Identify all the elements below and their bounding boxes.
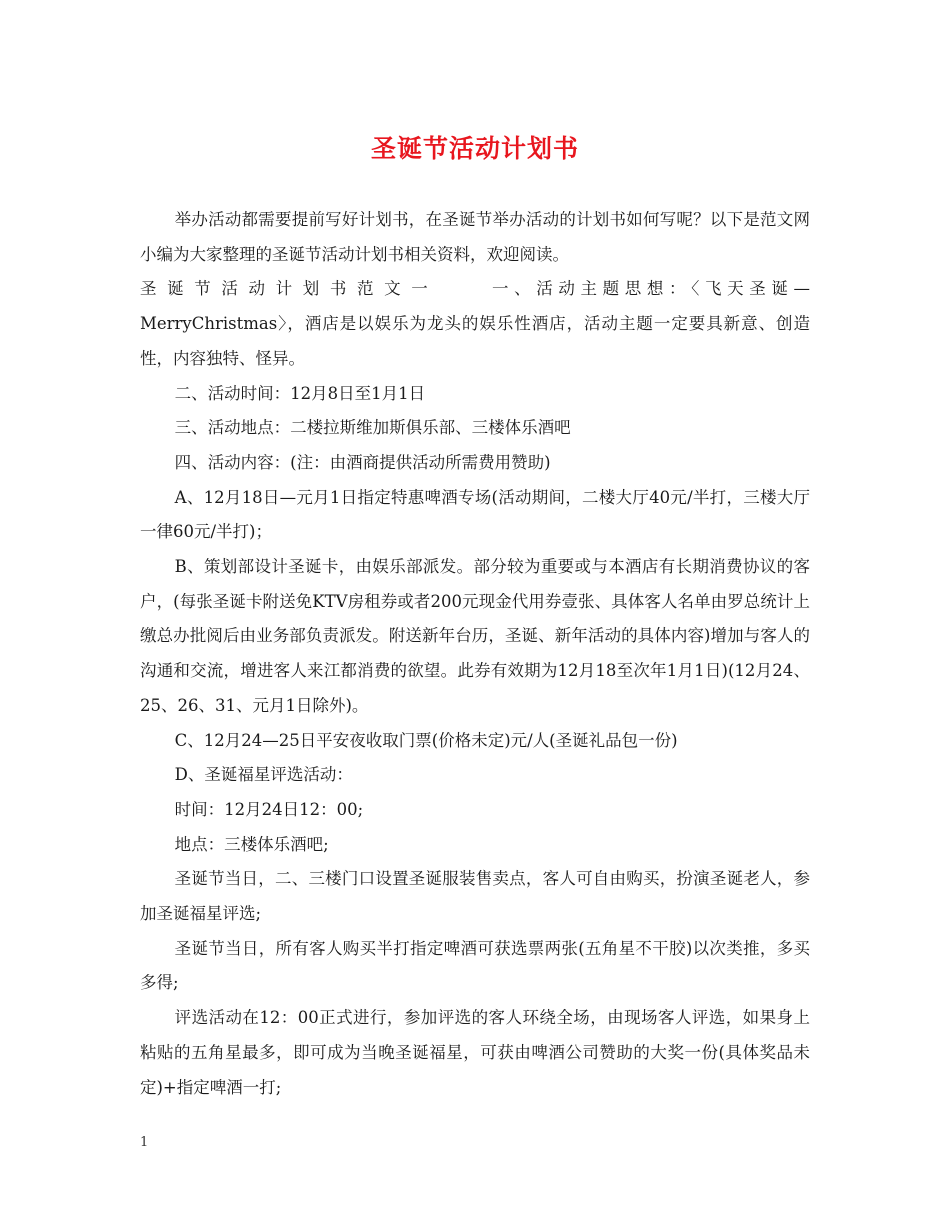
paragraph-item-d: D、圣诞福星评选活动： — [174, 765, 353, 785]
paragraph-activity-content: 四、活动内容：(注：由酒商提供活动所需费用赞助) — [174, 452, 551, 472]
paragraph-location: 地点：三楼体乐酒吧; — [174, 834, 329, 854]
theme-text: 一、活动主题思想：〈飞天圣诞—MerryChristmas〉，酒店是以娱乐为龙头的娱乐性酒店，活动主题一定要具新意、创造性，内容独特、怪异。 — [140, 279, 810, 368]
sample-heading: 圣诞节活动计划书范文一 — [140, 279, 439, 299]
page-number: 1 — [140, 1135, 149, 1150]
paragraph-activity-time: 二、活动时间：12月8日至1月1日 — [174, 383, 426, 403]
intro-paragraph: 举办活动都需要提前写好计划书，在圣诞节举办活动的计划书如何写呢？以下是范文网小编为大家整理的圣诞节活动计划书相关资料，欢迎阅读。 — [140, 210, 810, 264]
paragraph-item-a: A、12月18日—元月1日指定特惠啤酒专场(活动期间，二楼大厅40元/半打，三楼大厅一律60元/半打)； — [140, 487, 810, 542]
document-title: 圣诞节活动计划书 — [370, 134, 579, 163]
paragraph-item-c: C、12月24—25日平安夜收取门票(价格未定)元/人(圣诞礼品包一份) — [174, 730, 678, 750]
paragraph-costume: 圣诞节当日，二、三楼门口设置圣诞服装售卖点，客人可自由购买，扮演圣诞老人，参加圣诞福星评选; — [140, 869, 810, 924]
paragraph-votes: 圣诞节当日，所有客人购买半打指定啤酒可获选票两张(五角星不干胶)以次类推，多买多得; — [140, 938, 810, 993]
theme-paragraph — [140, 272, 810, 376]
paragraph-item-b: B、策划部设计圣诞卡，由娱乐部派发。部分较为重要或与本酒店有长期消费协议的客户，(每张圣诞卡附送免KTV房租券或者200元现金代用券壹张、具体客人名单由罗总统计上缴总办批阅后由业务部负责派发。附送新年台历，圣诞、新年活动的具体内容)增加与客人的沟通和交流，增进客人来江都消费的欲望。此券有效期为12月18至次年1月1日)(12月24、25、26、31、元月1日除外)。 — [140, 557, 810, 715]
paragraph-activity-location: 三、活动地点：二楼拉斯维加斯俱乐部、三楼体乐酒吧 — [174, 418, 571, 438]
paragraph-time: 时间：12月24日12：00; — [174, 799, 364, 819]
document-body — [140, 203, 810, 1105]
paragraph-selection: 评选活动在12：00正式进行，参加评选的客人环绕全场，由现场客人评选，如果身上粘贴的五角星最多，即可成为当晚圣诞福星，可获由啤酒公司赞助的大奖一份(具体奖品未定)+指定啤酒一打; — [140, 1008, 810, 1097]
